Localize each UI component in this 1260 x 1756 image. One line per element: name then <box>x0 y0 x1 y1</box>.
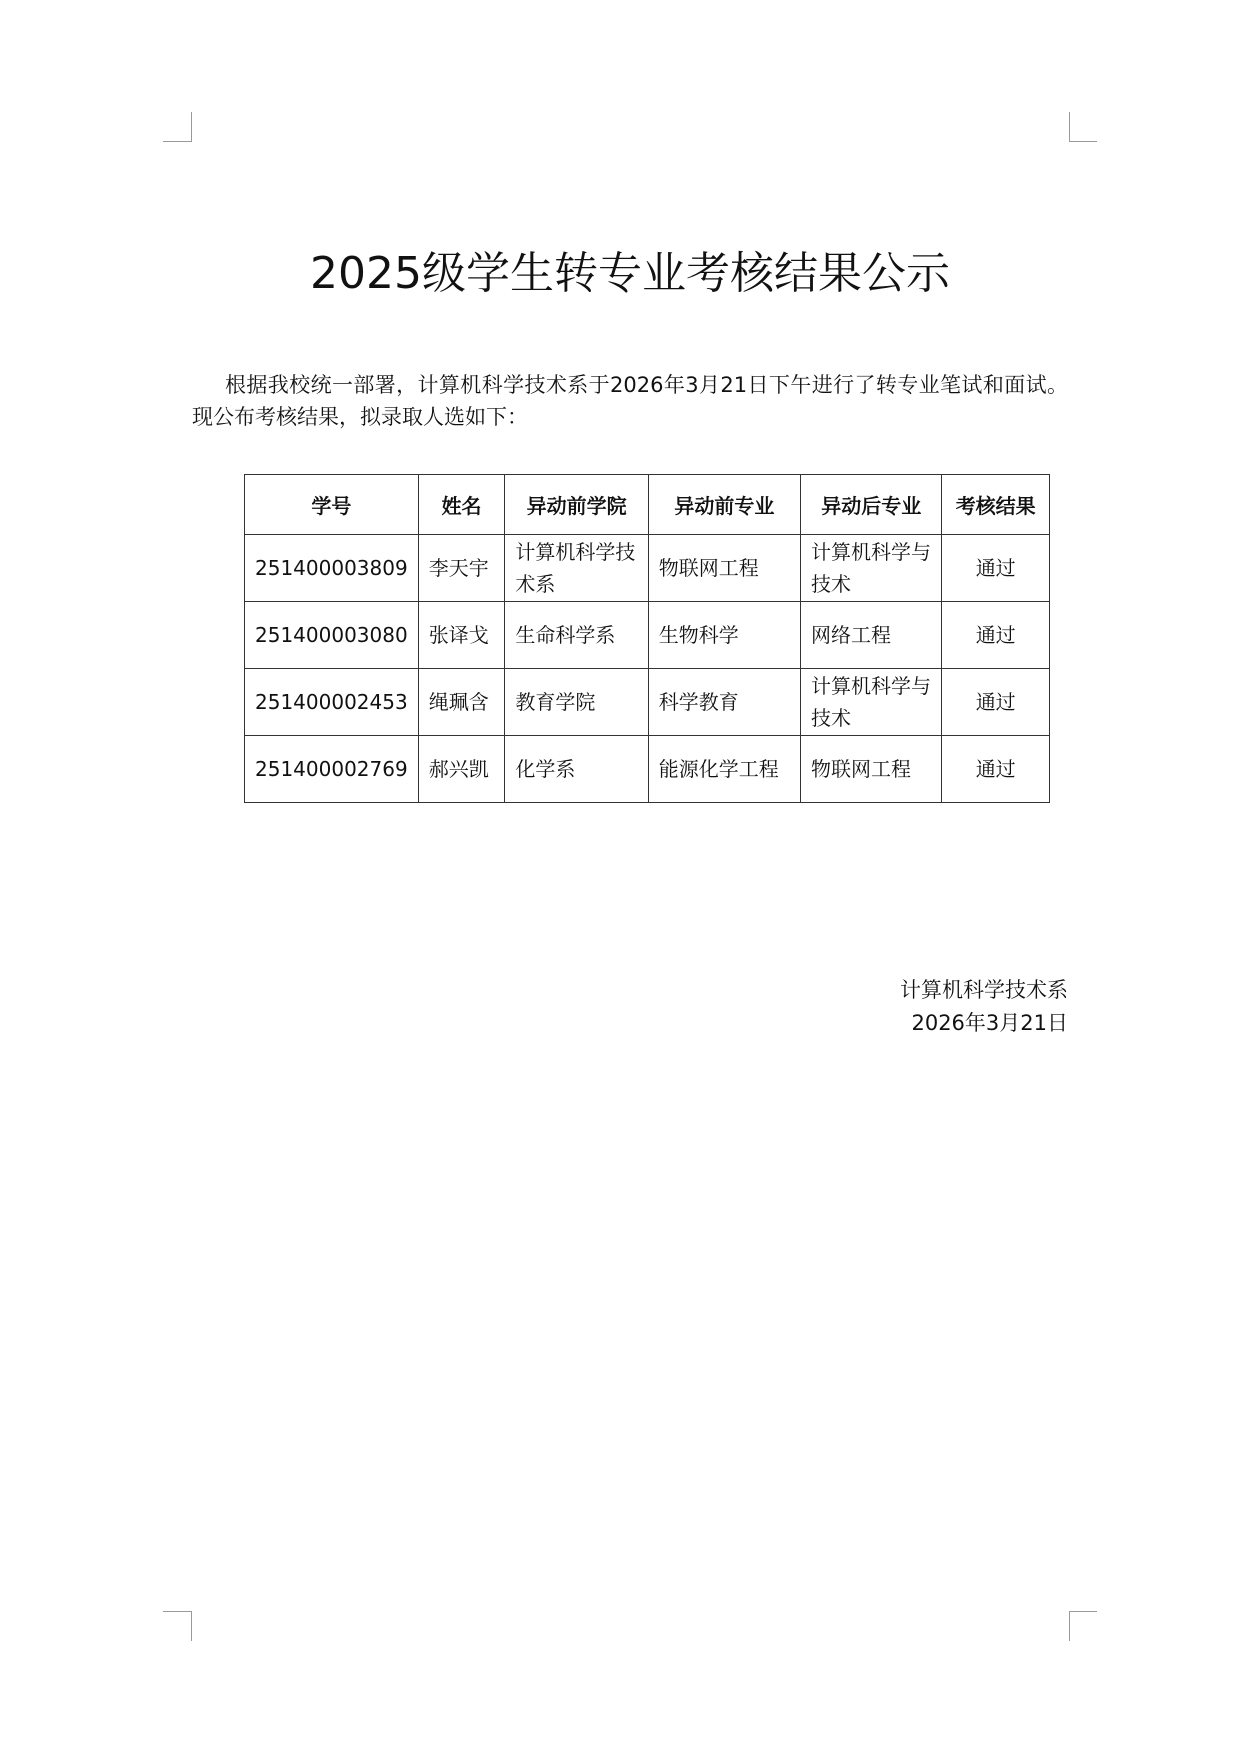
header-from-college: 异动前学院 <box>505 475 648 535</box>
cell-from-major: 科学教育 <box>648 669 800 736</box>
cell-student-id: 251400003809 <box>245 535 419 602</box>
header-result: 考核结果 <box>942 475 1050 535</box>
cell-result: 通过 <box>942 602 1050 669</box>
cell-from-major: 能源化学工程 <box>648 736 800 803</box>
cell-result: 通过 <box>942 669 1050 736</box>
cell-result: 通过 <box>942 736 1050 803</box>
cell-to-major: 物联网工程 <box>801 736 942 803</box>
cell-from-college: 化学系 <box>505 736 648 803</box>
cell-from-college: 生命科学系 <box>505 602 648 669</box>
results-table <box>244 474 1050 803</box>
document-title: 2025级学生转专业考核结果公示 <box>310 248 950 300</box>
cell-from-college: 教育学院 <box>505 669 648 736</box>
cell-to-major: 网络工程 <box>801 602 942 669</box>
cell-student-id: 251400002769 <box>245 736 419 803</box>
signature-org: 计算机科学技术系 <box>900 978 1068 1002</box>
cell-result: 通过 <box>942 535 1050 602</box>
cell-name: 绳珮含 <box>418 669 505 736</box>
intro-paragraph: 根据我校统一部署，计算机科学技术系于2026年3月21日下午进行了转专业笔试和面试。现公布考核结果，拟录取人选如下： <box>192 373 1068 429</box>
cell-name: 李天宇 <box>418 535 505 602</box>
cell-student-id: 251400003080 <box>245 602 419 669</box>
header-name: 姓名 <box>418 475 505 535</box>
cell-student-id: 251400002453 <box>245 669 419 736</box>
table-row <box>245 736 1050 803</box>
cell-name: 张译戈 <box>418 602 505 669</box>
table-row <box>245 535 1050 602</box>
signature-block <box>700 974 1068 1040</box>
header-from-major: 异动前专业 <box>648 475 800 535</box>
table-header-row <box>245 475 1050 535</box>
cell-to-major: 计算机科学与技术 <box>801 535 942 602</box>
header-to-major: 异动后专业 <box>801 475 942 535</box>
cell-from-college: 计算机科学技术系 <box>505 535 648 602</box>
cell-from-major: 物联网工程 <box>648 535 800 602</box>
cell-from-major: 生物科学 <box>648 602 800 669</box>
table-row <box>245 602 1050 669</box>
signature-date: 2026年3月21日 <box>911 1011 1068 1035</box>
cell-to-major: 计算机科学与技术 <box>801 669 942 736</box>
table-row <box>245 669 1050 736</box>
cell-name: 郝兴凯 <box>418 736 505 803</box>
header-student-id: 学号 <box>245 475 419 535</box>
